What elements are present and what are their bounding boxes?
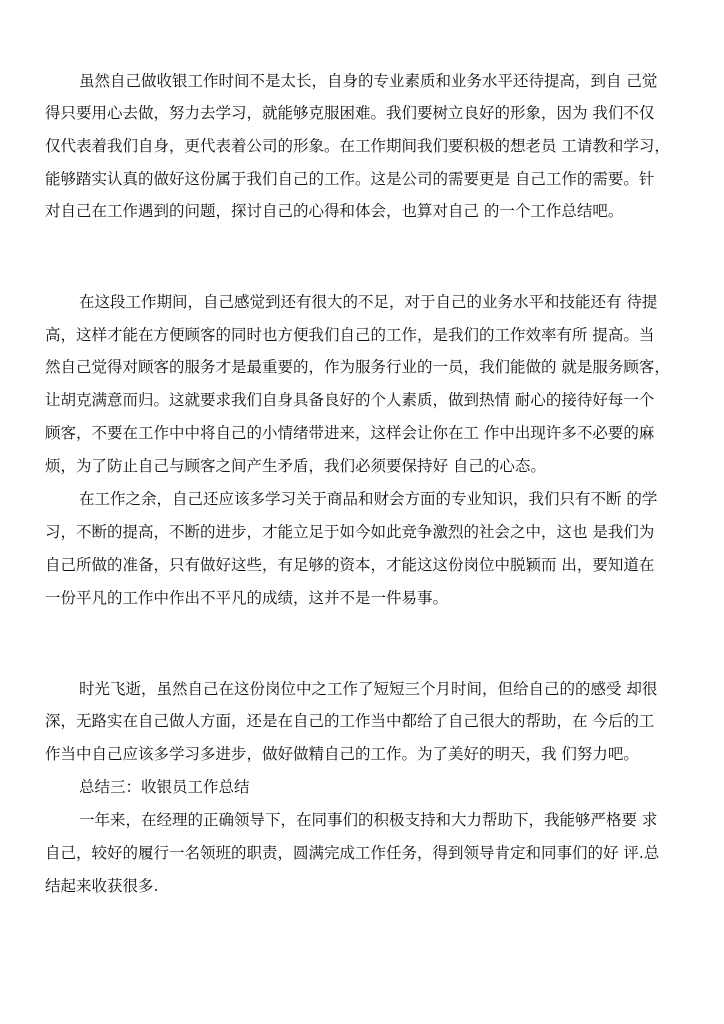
paragraph-1-line-4: 能够踏实认真的做好这份属于我们自己的工作。这是公司的需要更是 自己工作的需要。针 (45, 170, 655, 188)
paragraph-3-line-4: 一份平凡的工作中作出不平凡的成绩，这并不是一件易事。 (45, 589, 449, 607)
paragraph-2-line-1: 在这段工作期间，自己感觉到还有很大的不足，对于自己的业务水平和技能还有 待提 (79, 293, 658, 311)
paragraph-2-line-4: 让胡克满意而归。这就要求我们自身具备良好的个人素质，做到热情 耐心的接待好每一个 (45, 391, 655, 409)
paragraph-1-line-2: 得只要用心去做，努力去学习，就能够克服困难。我们要树立良好的形象，因为 我们不仅 (45, 104, 655, 122)
paragraph-3-line-1: 在工作之余，自己还应该多学习关于商品和财会方面的专业知识，我们只有不断 的学 (79, 490, 658, 508)
paragraph-2-line-3: 然自己觉得对顾客的服务才是最重要的，作为服务行业的一员，我们能做的 就是服务顾客， (45, 358, 670, 376)
paragraph-4-line-3: 作当中自己应该多学习多进步，做好做精自己的工作。为了美好的明天，我 们努力吧。 (45, 745, 639, 763)
paragraph-1-line-1: 虽然自己做收银工作时间不是太长，自身的专业素质和业务水平还待提高，到自 己觉 (79, 72, 658, 90)
paragraph-1-line-5: 对自己在工作遇到的问题，探讨自己的心得和体会，也算对自己 的一个工作总结吧。 (45, 202, 624, 220)
paragraph-3-line-2: 习，不断的提高，不断的进步，才能立足于如今如此竞争激烈的社会之中，这也 是我们为 (45, 523, 655, 541)
paragraph-6-line-1: 一年来，在经理的正确领导下，在同事们的积极支持和大力帮助下，我能够严格要 求 (79, 811, 658, 829)
paragraph-1-line-3: 仅代表着我们自身，更代表着公司的形象。在工作期间我们要积极的想老员 工请教和学习， (45, 137, 670, 155)
paragraph-2-line-6: 烦，为了防止自己与顾客之间产生矛盾，我们必须要保持好 自己的心态。 (45, 457, 546, 475)
paragraph-6-line-2: 自己，较好的履行一名领班的职责，圆满完成工作任务，得到领导肯定和同事们的好 评.总 (45, 844, 660, 862)
paragraph-4-line-1: 时光飞逝，虽然自己在这份岗位中之工作了短短三个月时间，但给自己的的感受 却很 (79, 680, 658, 698)
paragraph-2-line-5: 顾客，不要在工作中中将自己的小情绪带进来，这样会让你在工 作中出现许多不必要的麻 (45, 424, 655, 442)
paragraph-3-line-3: 自己所做的准备，只有做好这些，有足够的资本，才能这这份岗位中脱颖而 出，要知道在 (45, 556, 655, 574)
paragraph-4-line-2: 深，无路实在自己做人方面，还是在自己的工作当中都给了自己很大的帮助，在 今后的工 (45, 712, 655, 730)
paragraph-2-line-2: 高，这样才能在方便顾客的同时也方便我们自己的工作，是我们的工作效率有所 提高。当 (45, 326, 655, 344)
section-heading: 总结三：收银员工作总结 (79, 778, 250, 796)
paragraph-6-line-3: 结起来收获很多. (45, 877, 159, 895)
